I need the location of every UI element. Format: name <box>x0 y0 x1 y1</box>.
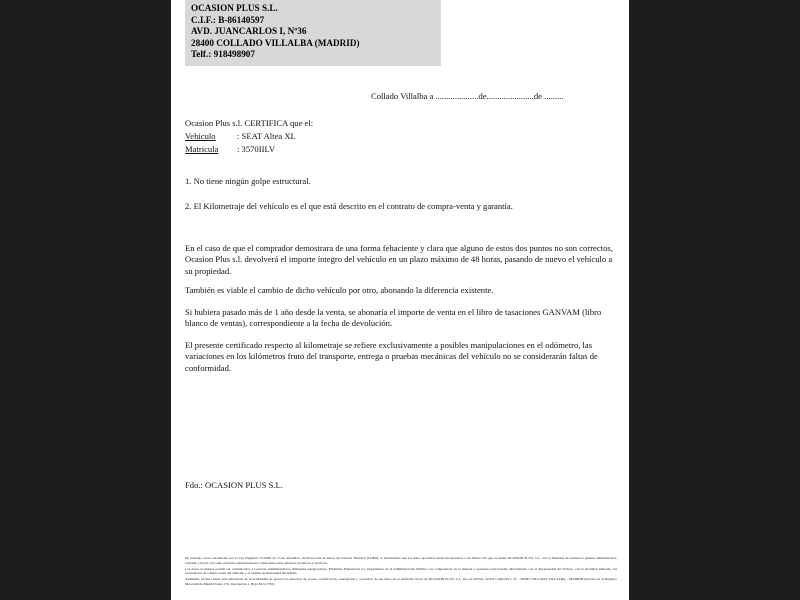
certificate-item-2: 2. El Kilometraje del vehículo es el que está descrito en el contrato de compra-venta y garantía. <box>185 201 513 211</box>
vehicle-model-label: Vehiculo <box>185 131 216 141</box>
company-phone: Telf.: 918498907 <box>191 49 255 60</box>
company-city: 28400 COLLADO VILLALBA (MADRID) <box>191 37 360 48</box>
signature-line: Fdo.: OCASION PLUS S.L. <box>185 480 283 490</box>
vehicle-plate-label: Matricula <box>185 144 219 154</box>
company-header-box <box>185 0 441 66</box>
company-address: AVD. JUANCARLOS I, Nº36 <box>191 26 307 37</box>
vehicle-plate-row <box>185 144 275 156</box>
legal-paragraph-3: Asimismo, incluso haber sido informado de la posibilidad de ejercer los derechos de acceso, rectificación, cancelación y oposición de sus datos en el domicilio fiscal de OCASION PLUS, S.L. sito en AVDA. JUAN CARLOS I, Nº - 28400 COLLADO VILLALBA - MADRID (inscrita en el Registro Mercantil de Madrid Tomo 150, Inscripción 1, Hoja M-511781) <box>185 577 617 586</box>
legal-paragraph-1: De acuerdo con lo establecido por la Ley Orgánica 15/1999, de 13 de diciembre, de Protección de Datos de Carácter Personal (LOPD), le informamos que los datos aportados serán incorporados a un fichero del que es titular OCASION PLUS, S.L. con la finalidad de realizar la gestión administrativa, contable y fiscal, así como enviarle comunicaciones comerciales sobre nuestros productos y servicios. <box>185 556 617 565</box>
paragraph-ganvam: Si hubiera pasado más de 1 año desde la venta, se abonaría el importe de venta en el libro de tasaciones GANVAM (libro blanco de ventas), correspondiente a la fecha de devolución. <box>185 307 602 329</box>
paragraph-odometer: El presente certificado respecto al kilometraje se refiere exclusivamente a posibles manipulaciones en el odómetro, las variaciones en los kilómetros fruto del transporte, entrega o pruebas mecánicas del vehículo no se considerarán faltas de conformidad. <box>185 340 598 373</box>
document-page <box>171 0 629 600</box>
legal-notice <box>185 556 617 588</box>
paragraph-refund: En el caso de que el comprador demostrara de una forma fehaciente y clara que alguno de estos dos puntos no son correctos, Ocasion Plus s.l. devolverá el importe íntegro del vehículo en un plazo máximo de 48 horas, pasando de nuevo el vehículo a su propiedad. <box>185 243 613 276</box>
paragraph-exchange: También es viable el cambio de dicho vehículo por otro, abonando la diferencia existente. <box>185 285 494 295</box>
vehicle-model-value: : SEAT Altea XL <box>237 131 296 141</box>
vehicle-model-row <box>185 131 296 143</box>
legal-paragraph-2: Los datos recabados podrán ser comunicados a Gestores Administrativos, Entidades Aseguradoras, Entidades Financieras y/o Organismos de la Administración Pública con competencia en la materia y personas relacionadas directamente con el Responsable del fichero, con la finalidad indicada, los proveedores de compra venta del vehículo y el cambio de titularidad del mismo. <box>185 566 617 576</box>
company-name: OCASION PLUS S.L. <box>191 3 278 13</box>
place-date-line: Collado Villalba a ....................de......................de ......... <box>371 91 564 101</box>
certificate-item-1: 1. No tiene ningún golpe estructural. <box>185 176 311 186</box>
certifies-line: Ocasion Plus s.l. CERTIFICA que el: <box>185 118 314 128</box>
company-cif: C.I.F.: B-86140597 <box>191 14 265 25</box>
vehicle-plate-value: : 3570IILV <box>237 144 276 154</box>
